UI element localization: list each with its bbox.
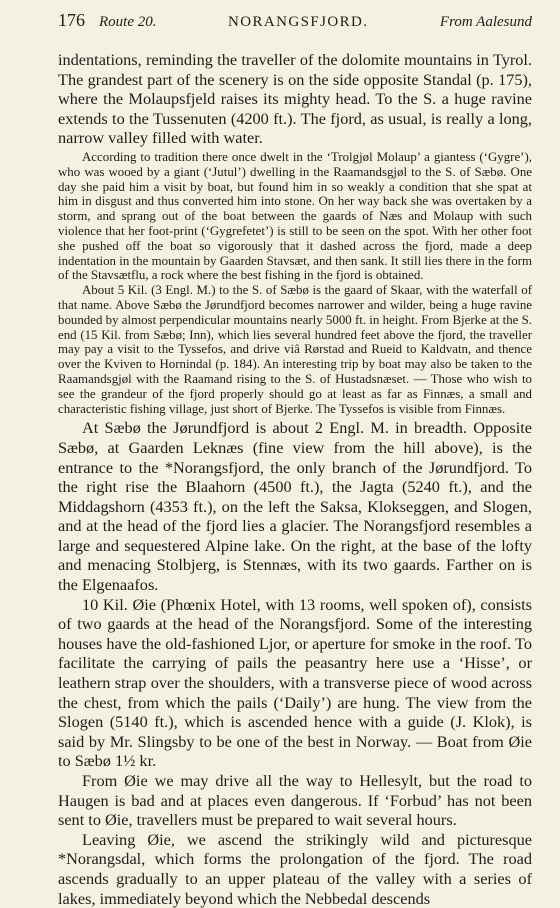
- running-head-title: NORANGSFJORD.: [228, 14, 369, 30]
- route-reference: Route 20.: [99, 14, 157, 30]
- paragraph-dolomite: indentations, reminding the traveller of the dolomite mountains in Tyrol. The grandest part of the scenery is on the side opposite Standal (p. 175), where the Molaupsfjeld raises its mighty head. To the S. a huge ravine extends to the Tussenuten (4200 ft.). The fjord, as usual, is really a long, narrow valley filled with water.: [58, 50, 532, 148]
- running-head-left: [58, 8, 157, 34]
- paragraph-legend-giantess: According to tradition there once dwelt in the ‘Trolgjøl Molaup’ a giantess (‘Gygre’), who was wooed by a giant (‘Jutul’) dwelling in the Raamandsgjøl to the S. of Sæbø. One day she paid him a visit by boat, but found him in so weakly a condition that she spat at him in disgust and thus converted him into stone. On her way back she was overtaken by a storm, and sprang out of the boat between the gaards of Næs and Molaup with such violence that her foot-print (‘Gygrefetet’) is still to be seen on the spot. With her other foot she pushed off the boat so vigorously that it dashed across the fjord, made a deep indentation in the mountain by Gaarden Stavsæt, and then sank. It still lies there in the form of the Stavsætflu, a rock where the best fishing in the fjord is obtained.: [58, 149, 532, 283]
- paragraph-oie: 10 Kil. Øie (Phœnix Hotel, with 13 rooms, well spoken of), consists of two gaards at the head of the Norangsfjord. Some of the interesting houses have the old-fashioned Ljor, or aperture for smoke in the roof. To facilitate the carrying of pails the peasantry here use a ‘Hisse’, or leathern strap over the shoulders, with a transverse piece of wood across the chest, from which the pails (‘Daily’) are hung. The view from the Slogen (5140 ft.), which is ascended hence with a guide (J. Klok), is said by Mr. Slingsby to be one of the best in Norway. — Boat from Øie to Sæbø 1½ kr.: [58, 594, 532, 771]
- paragraph-norangsdal: Leaving Øie, we ascend the strikingly wild and picturesque *Norangsdal, which forms the prolongation of the fjord. The road ascends gradually to an upper plateau of the valley with a series of lakes, immediately beyond which the Nebbedal descends: [58, 829, 532, 908]
- page-number: 176: [58, 10, 85, 30]
- paragraph-skaar-excursions: About 5 Kil. (3 Engl. M.) to the S. of Sæbø is the gaard of Skaar, with the waterfall of that name. Above Sæbø the Jørundfjord becomes narrower and wilder, being a huge ravine bounded by almost perpendicular mountains nearly 5000 ft. in height. From Bjerke at the S. end (15 Kil. from Sæbø; Inn), which lies several hundred feet above the fjord, the traveller may pay a visit to the Tyssefos, and drive viâ Rørstad and Rueid to Kaldvatn, and thence over the Kviven to Hornindal (p. 184). An interesting trip by boat may also be taken to the Raamandsgjøl with the Raamand rising to the S. of Hustadsnæset. — Those who wish to see the grandeur of the fjord properly should go at least as far as Finnæs, a small and characteristic fishing village, just short of Bjerke. The Tyssefos is visible from Finnæs.: [58, 283, 532, 416]
- running-head-from: From Aalesund: [439, 14, 532, 30]
- paragraph-drive-hellesylt: From Øie we may drive all the way to Hellesylt, but the road to Haugen is bad and at places even dangerous. If ‘Forbud’ has not been sent to Øie, travellers must be prepared to wait several hours.: [58, 771, 532, 830]
- running-head: [58, 8, 532, 32]
- paragraph-norangsfjord: At Sæbø the Jørundfjord is about 2 Engl. M. in breadth. Opposite Sæbø, at Gaarden Leknæs (fine view from the hill above), is the entrance to the *Norangsfjord, the only branch of the Jørundfjord. To the right rise the Blaahorn (4500 ft.), the Jagta (5240 ft.), and the Middagshorn (4353 ft.), on the left the Saksa, Klokseggen, and Slogen, and at the head of the fjord lies a glacier. The Norangsfjord resembles a large and sequestered Alpine lake. On the right, at the base of the lofty and menacing Stolbjerg, is Stennæs, with its two gaards. Farther on is the Elgenaafos.: [58, 418, 532, 595]
